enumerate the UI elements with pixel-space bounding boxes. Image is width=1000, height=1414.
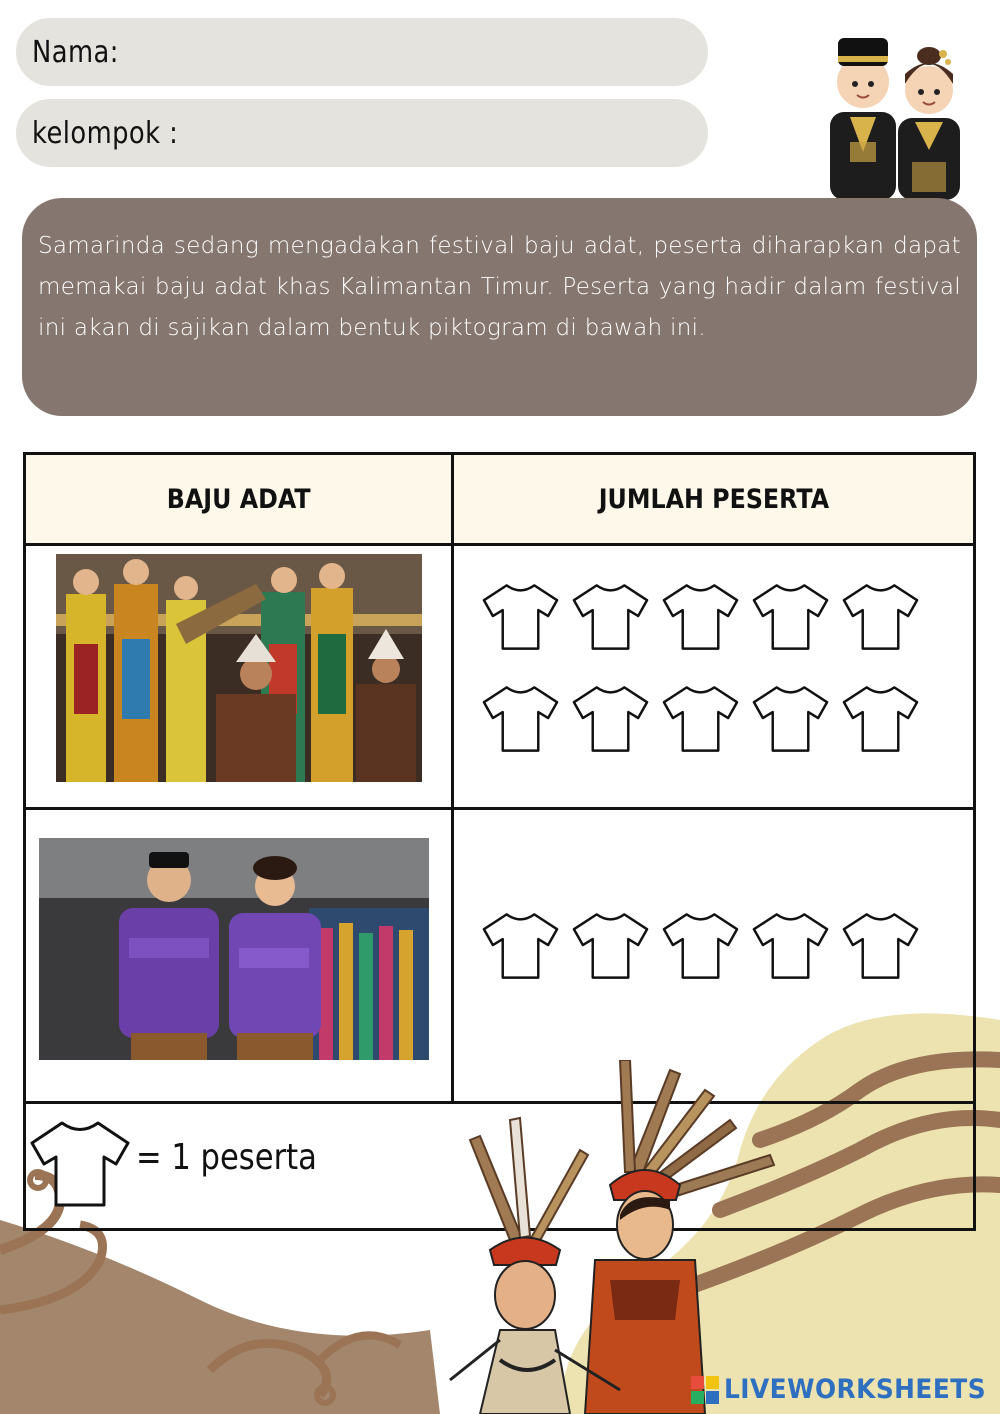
tshirt-icon (751, 684, 830, 754)
tshirt-icon (841, 684, 920, 754)
brand-text: LIVEWORKSHEETS (724, 1374, 987, 1405)
legend (26, 1101, 486, 1229)
row-divider (26, 543, 973, 546)
tshirt-icon (661, 582, 740, 652)
liveworksheets-brand (690, 1374, 1000, 1405)
tshirt-icon (481, 911, 560, 981)
shirt-row-2 (481, 911, 920, 981)
group-field[interactable] (16, 99, 708, 167)
group-label: kelompok : (32, 115, 179, 151)
tshirt-icon (28, 1119, 132, 1209)
kutai-costume-photo (39, 838, 429, 1060)
tshirt-icon (571, 911, 650, 981)
name-label: Nama: (32, 34, 119, 70)
intro-text: Samarinda sedang mengadakan festival baju adat, peserta diharapkan dapat memakai baju adat khas Kalimantan Timur. Peserta yang hadir dalam festival ini akan di sajikan dalam bentuk piktogram di bawah ini. (38, 233, 961, 341)
tshirt-icon (661, 911, 740, 981)
tshirt-icon (841, 911, 920, 981)
header-jumlah-peserta: JUMLAH PESERTA (454, 455, 973, 543)
tshirt-icon (571, 582, 650, 652)
dayak-dancers-illustration (430, 1060, 780, 1414)
row-divider (26, 807, 973, 810)
tshirt-icon (481, 684, 560, 754)
shirt-row-1b (481, 684, 920, 754)
tshirt-icon (751, 582, 830, 652)
legend-text: = 1 peserta (136, 1137, 317, 1178)
liveworksheets-logo-icon (690, 1375, 720, 1405)
header-baju-adat: BAJU ADAT (26, 455, 451, 543)
tshirt-icon (571, 684, 650, 754)
tshirt-icon (661, 684, 740, 754)
tshirt-icon (481, 582, 560, 652)
couple-illustration (820, 22, 970, 200)
column-divider (451, 455, 454, 1101)
tshirt-icon (751, 911, 830, 981)
tshirt-icon (841, 582, 920, 652)
intro-box (22, 198, 977, 416)
dayak-costume-photo (56, 554, 422, 782)
shirt-row-1a (481, 582, 920, 652)
name-field[interactable] (16, 18, 708, 86)
